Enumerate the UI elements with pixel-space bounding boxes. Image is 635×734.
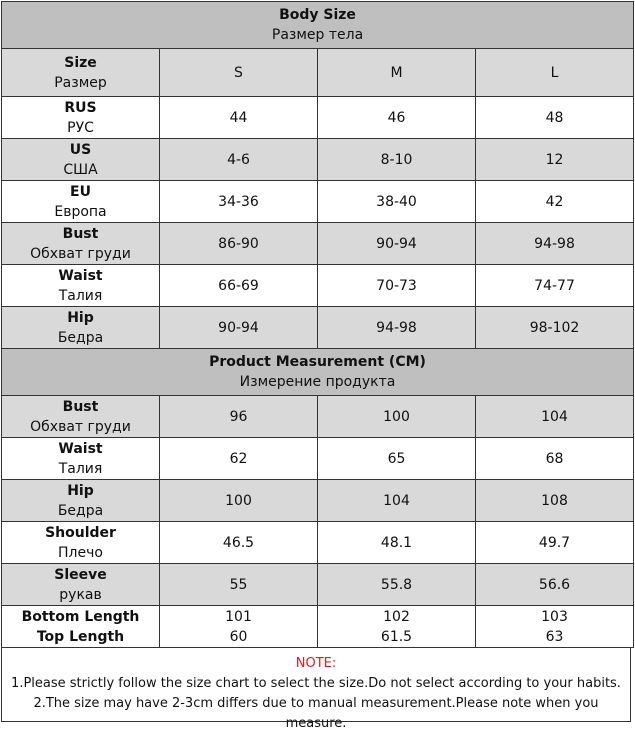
product-measurement-header: [2, 349, 634, 396]
bottom-length-label: Bottom Length: [21, 608, 140, 625]
table-cell: 48: [476, 97, 634, 139]
table-row: [2, 522, 634, 564]
row-label: [2, 181, 160, 223]
row-label-en: EU: [70, 183, 91, 200]
note-box: [1, 648, 631, 731]
row-label-ru: Талия: [58, 460, 103, 477]
table-cell: 46.5: [160, 522, 318, 564]
row-label: [2, 307, 160, 349]
size-label: [2, 49, 160, 97]
table-cell: 74-77: [476, 265, 634, 307]
table-cell: 38-40: [318, 181, 476, 223]
table-cell: 100: [318, 396, 476, 438]
row-label-en: Sleeve: [54, 566, 107, 583]
table-row: [2, 480, 634, 522]
row-label-ru: США: [63, 161, 98, 178]
table-cell: 56.6: [476, 564, 634, 606]
table-cell: 104: [318, 480, 476, 522]
table-cell: 104: [476, 396, 634, 438]
table-row: [2, 139, 634, 181]
bottom-length-value: 102: [383, 608, 410, 625]
row-label-en: Shoulder: [45, 524, 116, 541]
table-row: [2, 438, 634, 480]
table-cell: 108: [476, 480, 634, 522]
table-cell: 90-94: [160, 307, 318, 349]
table-cell: 44: [160, 97, 318, 139]
row-label-ru: Обхват груди: [30, 245, 131, 262]
note-line-1: 1.Please strictly follow the size chart to select the size.Do not select according to your habits.: [11, 676, 621, 691]
row-label: [2, 480, 160, 522]
size-l: L: [476, 49, 634, 97]
row-label: [2, 139, 160, 181]
body-size-subtitle: Размер тела: [271, 27, 364, 43]
row-label: [2, 522, 160, 564]
row-label: [2, 97, 160, 139]
size-row: [2, 49, 634, 97]
length-cell: [160, 606, 318, 648]
product-subtitle: Измерение продукта: [239, 374, 396, 390]
table-row: [2, 307, 634, 349]
row-label: [2, 265, 160, 307]
row-label: [2, 438, 160, 480]
table-cell: 8-10: [318, 139, 476, 181]
top-length-label: Top Length: [36, 628, 125, 645]
table-cell: 94-98: [476, 223, 634, 265]
table-cell: 49.7: [476, 522, 634, 564]
row-label-ru: Талия: [58, 287, 103, 304]
table-cell: 70-73: [318, 265, 476, 307]
bottom-length-value: 101: [225, 608, 252, 625]
table-cell: 68: [476, 438, 634, 480]
size-table: [1, 1, 634, 648]
top-length-value: 63: [545, 628, 564, 645]
row-label-ru: РУС: [67, 119, 94, 136]
size-s: S: [160, 49, 318, 97]
table-cell: 66-69: [160, 265, 318, 307]
table-cell: 48.1: [318, 522, 476, 564]
table-cell: 86-90: [160, 223, 318, 265]
row-label-ru: Обхват груди: [30, 418, 131, 435]
body-size-header: [2, 2, 634, 49]
table-cell: 55.8: [318, 564, 476, 606]
top-length-value: 60: [229, 628, 248, 645]
table-cell: 42: [476, 181, 634, 223]
table-cell: 96: [160, 396, 318, 438]
note-heading: NOTE:: [295, 656, 337, 671]
length-labels: [2, 606, 160, 648]
top-length-value: 61.5: [380, 628, 413, 645]
row-label-en: RUS: [64, 99, 97, 116]
table-row: [2, 564, 634, 606]
table-row: [2, 223, 634, 265]
row-label: [2, 223, 160, 265]
row-label-en: Hip: [67, 309, 94, 326]
row-label-ru: Плечо: [58, 544, 103, 561]
table-row: [2, 265, 634, 307]
table-row: [2, 181, 634, 223]
product-title: Product Measurement (CM): [209, 354, 426, 370]
size-m: M: [318, 49, 476, 97]
size-chart: [1, 1, 633, 731]
row-label-ru: Бедра: [57, 502, 104, 519]
table-cell: 34-36: [160, 181, 318, 223]
row-label-en: Bust: [62, 398, 99, 415]
row-label: [2, 396, 160, 438]
length-row: [2, 606, 634, 648]
table-cell: 100: [160, 480, 318, 522]
table-cell: 98-102: [476, 307, 634, 349]
table-cell: 94-98: [318, 307, 476, 349]
table-cell: 62: [160, 438, 318, 480]
size-label-ru: Размер: [54, 74, 107, 91]
row-label-en: US: [69, 141, 92, 158]
bottom-length-value: 103: [541, 608, 568, 625]
size-label-en: Size: [64, 54, 97, 71]
table-cell: 90-94: [318, 223, 476, 265]
note-line-2: 2.The size may have 2-3cm differs due to manual measurement.Please note when you measure.: [33, 696, 599, 731]
row-label-en: Waist: [58, 267, 103, 284]
length-cell: [476, 606, 634, 648]
row-label-en: Waist: [58, 440, 103, 457]
row-label-en: Hip: [67, 482, 94, 499]
body-size-title: Body Size: [279, 7, 356, 23]
table-cell: 55: [160, 564, 318, 606]
row-label-ru: Бедра: [57, 329, 104, 346]
table-cell: 46: [318, 97, 476, 139]
table-row: [2, 396, 634, 438]
row-label-ru: рукав: [59, 586, 102, 603]
table-cell: 12: [476, 139, 634, 181]
length-cell: [318, 606, 476, 648]
row-label-ru: Европа: [54, 203, 107, 220]
table-row: [2, 97, 634, 139]
table-cell: 65: [318, 438, 476, 480]
row-label-en: Bust: [62, 225, 99, 242]
table-cell: 4-6: [160, 139, 318, 181]
row-label: [2, 564, 160, 606]
